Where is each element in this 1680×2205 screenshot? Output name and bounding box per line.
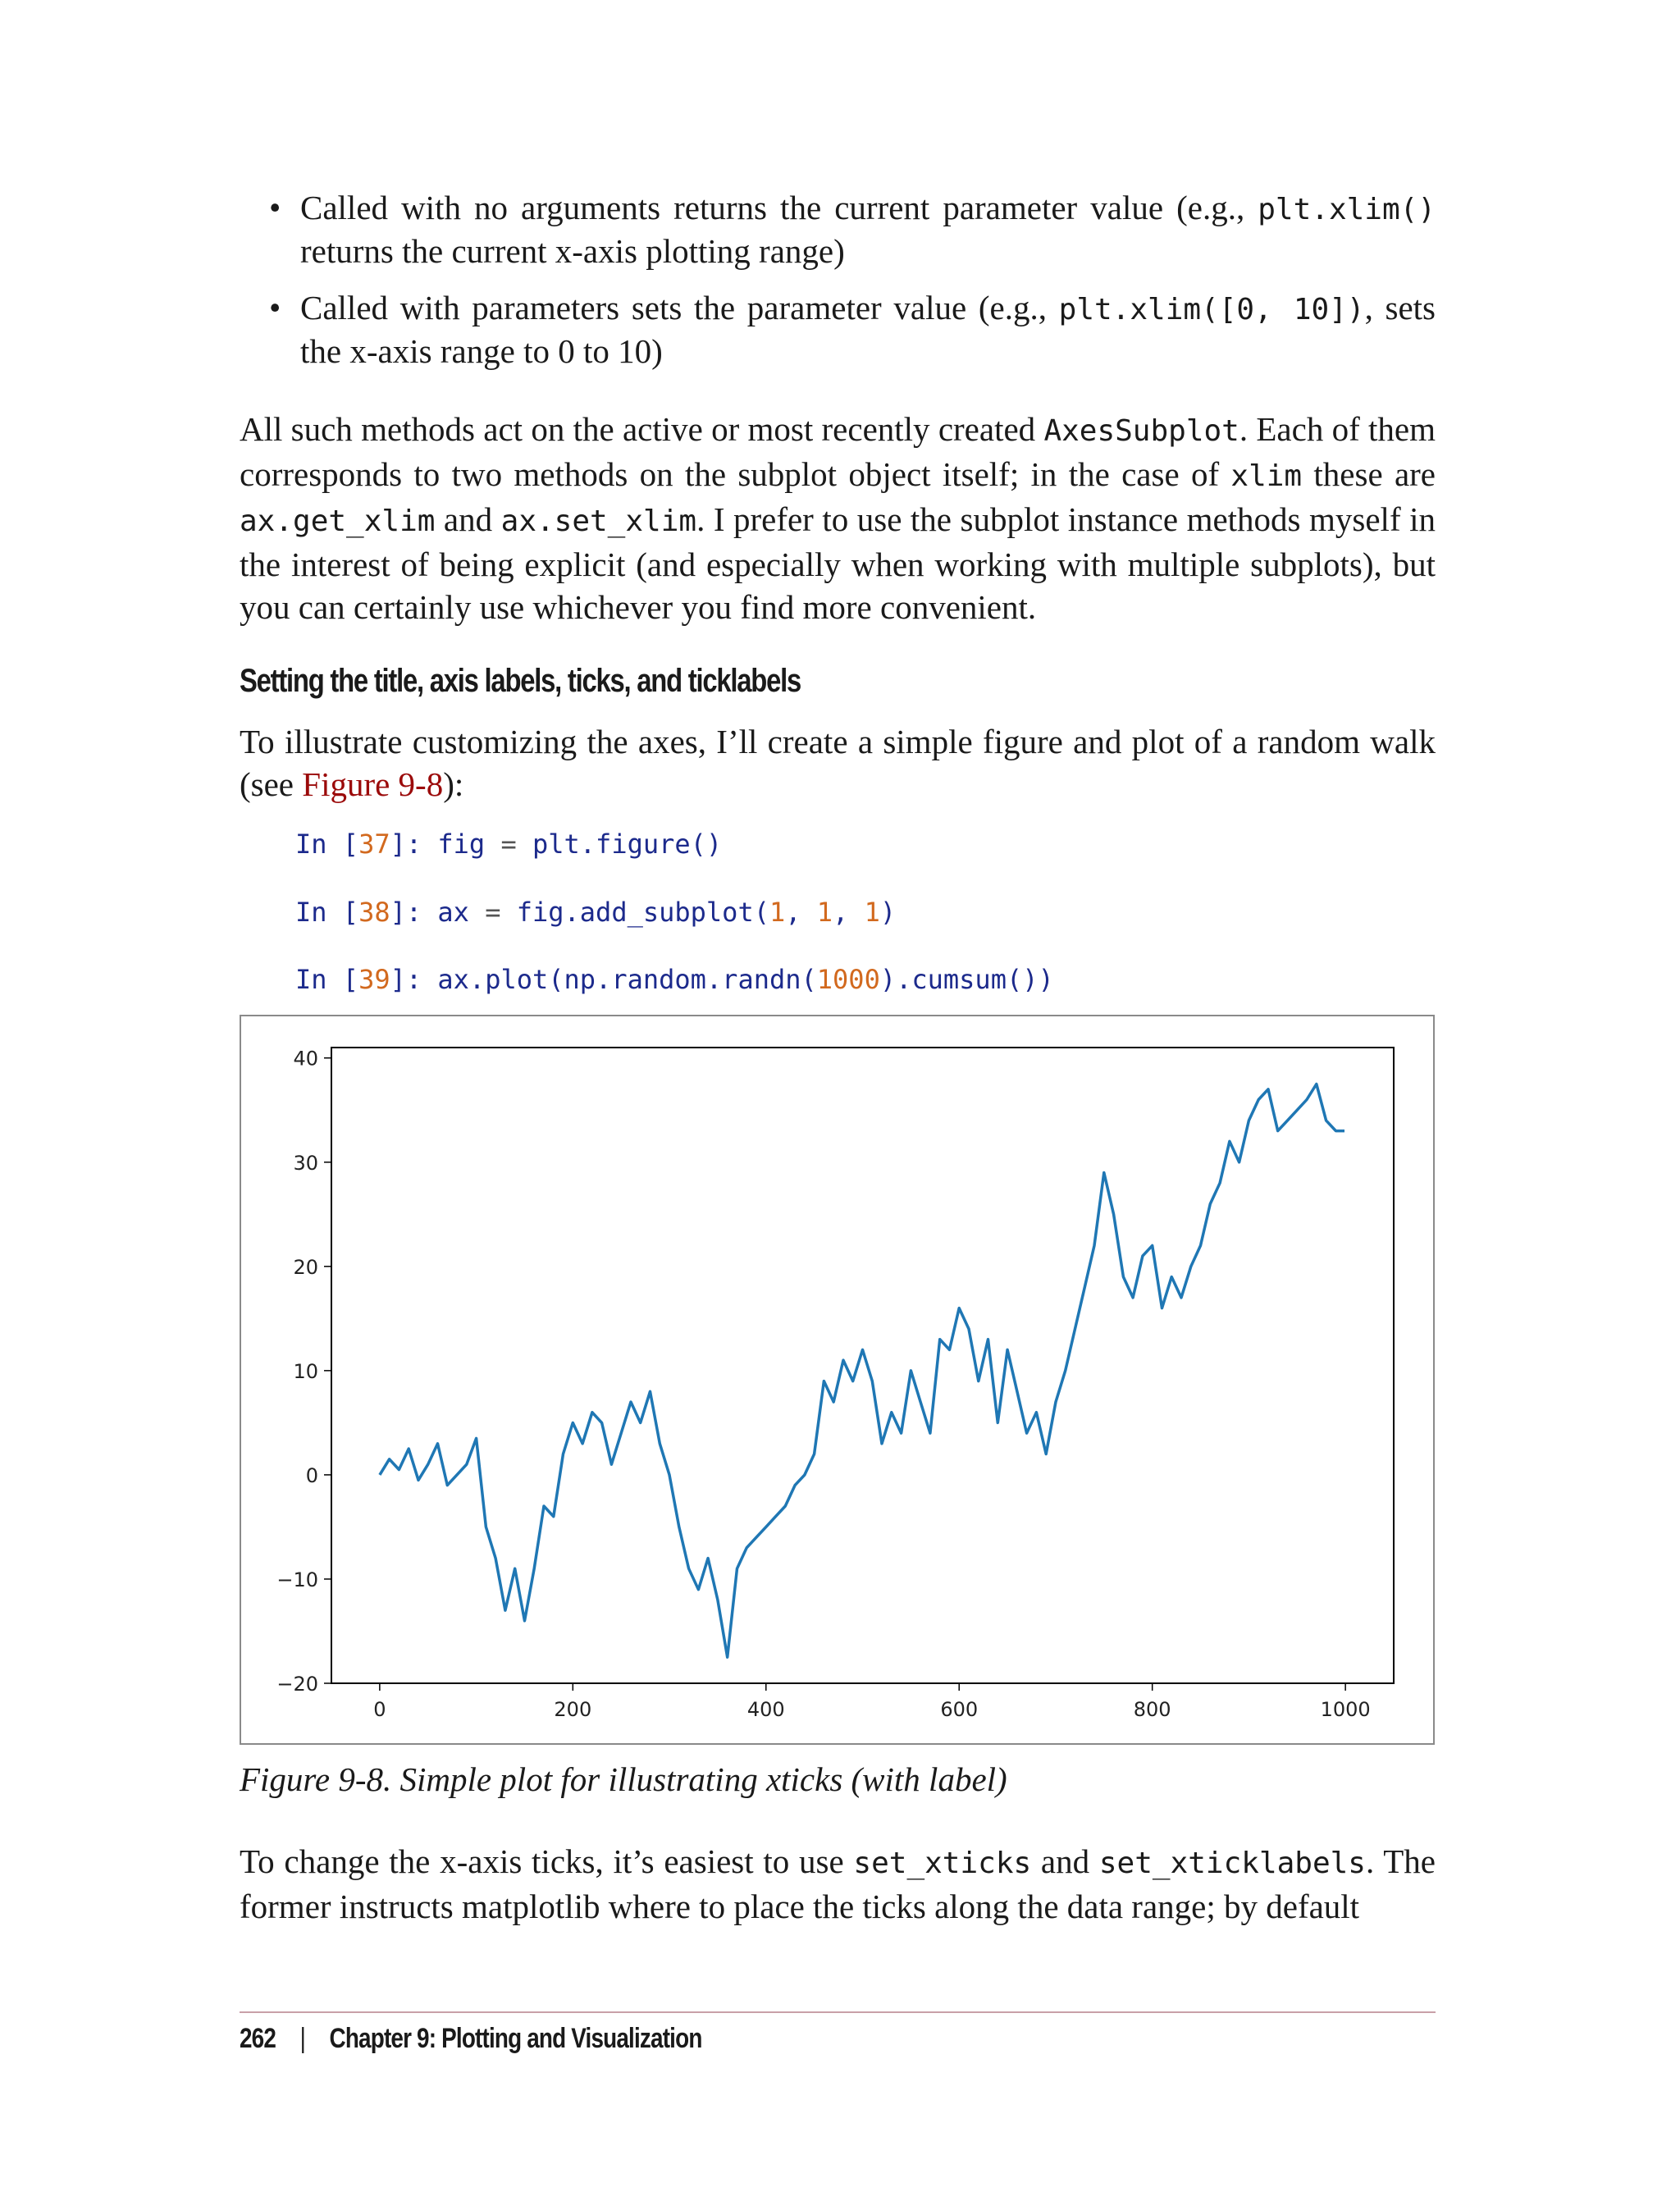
bullet-dot-icon: •	[269, 189, 281, 226]
code-comma: ,	[833, 897, 865, 928]
text: and	[1031, 1842, 1099, 1880]
code-token: )	[879, 897, 897, 928]
inline-code: xlim	[1230, 459, 1303, 493]
inline-code: set_xticklabels	[1098, 1847, 1366, 1880]
figure-link[interactable]: Figure 9-8	[302, 765, 444, 803]
code-prompt: In [	[295, 964, 359, 995]
series-line	[380, 1084, 1344, 1658]
x-tick-label: 0	[373, 1698, 386, 1721]
code-prompt: ]:	[390, 964, 438, 995]
page-number: 262	[240, 2023, 276, 2054]
code-prompt: ]:	[390, 829, 438, 860]
x-tick-label: 400	[746, 1698, 785, 1721]
inline-code: ax.set_xlim	[500, 504, 697, 538]
footer-rule	[240, 2011, 1436, 2013]
paragraph-illustrate	[240, 720, 1436, 806]
bullet-list	[238, 187, 1436, 387]
footer-separator: |	[299, 2023, 306, 2054]
text: All such methods act on the active or most recently created	[240, 410, 1044, 448]
y-tick-label: −10	[276, 1568, 318, 1591]
inline-code: AxesSubplot	[1043, 414, 1239, 448]
code-token: ax.plot(np.random.randn(	[437, 964, 817, 995]
code-number: 38	[358, 897, 390, 928]
code-operator: =	[468, 897, 517, 928]
code-line-38	[295, 896, 896, 929]
random-walk-chart	[241, 1016, 1433, 1743]
text: To change the x-axis ticks, it’s easiest to use	[240, 1842, 854, 1880]
code-token: ).cumsum())	[879, 964, 1054, 995]
x-tick-label: 600	[940, 1698, 979, 1721]
bullet-item	[238, 287, 1436, 372]
text: To illustrate customizing the axes, I’ll create a simple figure and plot of a random walk (see	[240, 723, 1436, 803]
y-tick-label: 10	[293, 1359, 318, 1383]
code-token: plt.figure()	[532, 829, 723, 860]
code-number: 1000	[816, 964, 880, 995]
code-line-37	[295, 828, 722, 861]
text: ):	[443, 765, 464, 803]
code-number: 37	[358, 829, 390, 860]
y-tick-label: 0	[305, 1463, 318, 1487]
code-token: ax	[437, 897, 469, 928]
bullet-dot-icon: •	[269, 289, 281, 326]
y-tick-label: −20	[276, 1673, 318, 1696]
figure-caption: Figure 9-8. Simple plot for illustrating xticks (with label)	[240, 1760, 1007, 1798]
bullet-text: , sets the x-axis range to 0 to 10)	[300, 289, 1436, 370]
code-prompt: In [	[295, 829, 359, 860]
bullet-text: Called with parameters sets the parameter value (e.g.,	[300, 289, 1059, 326]
text: and	[435, 500, 501, 538]
inline-code: ax.get_xlim	[240, 504, 436, 538]
figure-frame	[240, 1015, 1435, 1745]
bullet-text: Called with no arguments returns the current parameter value (e.g.,	[300, 189, 1258, 226]
text: these are	[1302, 455, 1436, 493]
code-comma: ,	[785, 897, 817, 928]
code-prompt: ]:	[390, 897, 438, 928]
code-line-39	[295, 963, 1054, 996]
x-tick-label: 200	[554, 1698, 592, 1721]
plot-area-frame	[331, 1048, 1394, 1683]
inline-code: plt.xlim([0, 10])	[1058, 293, 1365, 326]
y-tick-label: 20	[293, 1255, 318, 1279]
section-heading: Setting the title, axis labels, ticks, and ticklabels	[240, 663, 801, 699]
inline-code: set_xticks	[853, 1847, 1032, 1880]
inline-code: plt.xlim()	[1258, 193, 1436, 226]
code-operator: =	[485, 829, 532, 860]
text: . Each of them corresponds to two methods on the subplot object itself; in the case of	[240, 410, 1436, 493]
bullet-text: returns the current x-axis plotting range)	[300, 232, 845, 270]
chapter-title: Chapter 9: Plotting and Visualization	[329, 2023, 702, 2054]
code-number: 1	[816, 897, 833, 928]
page-footer	[240, 2023, 702, 2055]
x-tick-label: 800	[1133, 1698, 1171, 1721]
code-number: 39	[358, 964, 390, 995]
code-token: fig	[437, 829, 486, 860]
paragraph-methods	[240, 408, 1436, 628]
text: . The former instructs matplotlib where to place the ticks along the data range; by default	[240, 1842, 1436, 1925]
x-tick-label: 1000	[1320, 1698, 1371, 1721]
code-token: fig.add_subplot(	[516, 897, 769, 928]
code-number: 1	[769, 897, 786, 928]
y-tick-label: 40	[293, 1047, 318, 1071]
text: . I prefer to use the subplot instance methods myself in the interest of being explicit (and especially when working with multiple subplots), but you can certainly use whichever you find more convenient.	[240, 500, 1436, 626]
paragraph-xticks	[240, 1840, 1436, 1928]
y-tick-label: 30	[293, 1151, 318, 1175]
code-prompt: In [	[295, 897, 359, 928]
bullet-item	[238, 187, 1436, 272]
code-number: 1	[864, 897, 880, 928]
